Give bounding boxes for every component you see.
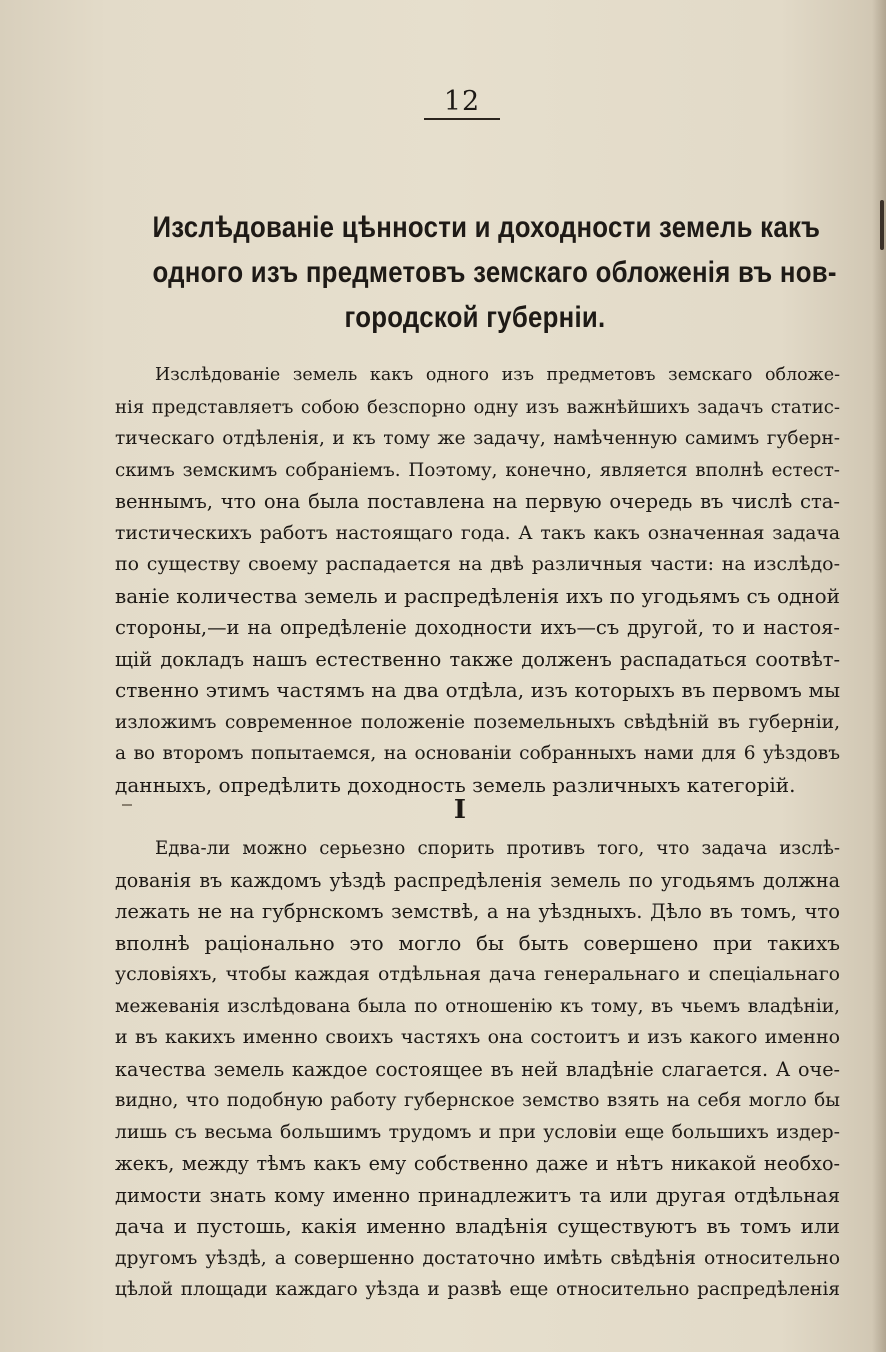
text-line: данныхъ, опредѣлить доходность земель различныхъ категорій. — [115, 772, 796, 797]
text-line: а во второмъ попытаемся, на основаніи собранныхъ нами для 6 уѣздовъ — [115, 743, 840, 764]
text-line: изложимъ современное положеніе поземельныхъ свѣдѣній въ губерніи, — [115, 711, 840, 733]
title-line: одного изъ предметовъ земскаго обложенія въ нов- — [152, 256, 837, 289]
text-line: дача и пустошь, какія именно владѣнія существуютъ въ томъ или — [115, 1214, 840, 1238]
text-line: тистическихъ работъ настоящаго года. А такъ какъ означенная задача — [115, 522, 840, 544]
paragraph-section-one — [115, 833, 840, 1306]
text-line: межеванія изслѣдована была по отношенію къ тому, въ чьемъ владѣніи, — [115, 995, 840, 1017]
text-line: нія представляетъ собою безспорно одну изъ важнѣйшихъ задачъ статис- — [115, 396, 840, 418]
text-line: лежать не на губрнскомъ земствѣ, а на уѣздныхъ. Дѣло въ томъ, что — [115, 900, 840, 923]
text-line: скимъ земскимъ собраніемъ. Поэтому, конечно, является вполнѣ естест- — [115, 459, 840, 481]
text-line: видно, что подобную работу губернское земство взять на себя могло бы — [115, 1090, 840, 1111]
document-title — [152, 205, 837, 340]
text-line: щій докладъ нашъ естественно также долженъ распадаться соотвѣт- — [115, 647, 840, 671]
text-line: веннымъ, что она была поставлена на первую очередь въ числѣ ста- — [115, 490, 840, 513]
print-speck — [122, 804, 132, 806]
text-line: условіяхъ, чтобы каждая отдѣльная дача генеральнаго и спеціальнаго — [115, 963, 840, 985]
text-line: ственно этимъ частямъ на два отдѣла, изъ которыхъ въ первомъ мы — [115, 678, 840, 702]
paragraph-intro — [115, 360, 840, 801]
text-line: цѣлой площади каждаго уѣзда и развѣ еще относительно распредѣленія — [115, 1279, 840, 1300]
text-line: стороны,—и на опредѣленіе доходности ихъ—съ другой, то и настоя- — [115, 616, 840, 639]
text-line: димости знать кому именно принадлежитъ та или другая отдѣльная — [115, 1183, 840, 1207]
text-line: другомъ уѣздѣ, а совершенно достаточно имѣть свѣдѣнія относительно — [115, 1247, 840, 1269]
text-line: вполнѣ раціонально это могло бы быть совершено при такихъ — [115, 930, 840, 955]
text-line: тическаго отдѣленія, и къ тому же задачу, намѣченную самимъ губерн- — [115, 428, 840, 449]
text-line: жекъ, между тѣмъ какъ ему собственно даже и нѣтъ никакой необхо- — [115, 1152, 840, 1175]
text-line: и въ какихъ именно своихъ частяхъ она состоитъ и изъ какого именно — [115, 1026, 840, 1048]
text-line: Изслѣдованіе земель какъ одного изъ предметовъ земскаго обложе- — [155, 365, 840, 385]
page-number: 12 — [443, 86, 481, 117]
title-line: Изслѣдованіе цѣнности и доходности земель какъ — [152, 211, 821, 244]
text-line: лишь съ весьма большимъ трудомъ и при условіи еще большихъ издер- — [115, 1121, 840, 1143]
binding-mark — [880, 200, 884, 250]
text-line: дованія въ каждомъ уѣздѣ распредѣленія земель по угодьямъ должна — [115, 868, 840, 892]
text-line: по существу своему распадается на двѣ различныя части: на изслѣдо- — [115, 553, 840, 575]
title-line: городской губерніи. — [344, 301, 606, 334]
page-number-rule — [424, 118, 500, 120]
text-line: Едва-ли можно серьезно спорить противъ того, что задача изслѣ- — [155, 838, 840, 859]
text-line: ваніе количества земель и распредѣленія ихъ по угодьямъ съ одной — [115, 583, 840, 608]
text-line: качества земель каждое состоящее въ ней владѣніе слагается. А оче- — [115, 1057, 840, 1081]
section-number: I — [453, 795, 467, 825]
